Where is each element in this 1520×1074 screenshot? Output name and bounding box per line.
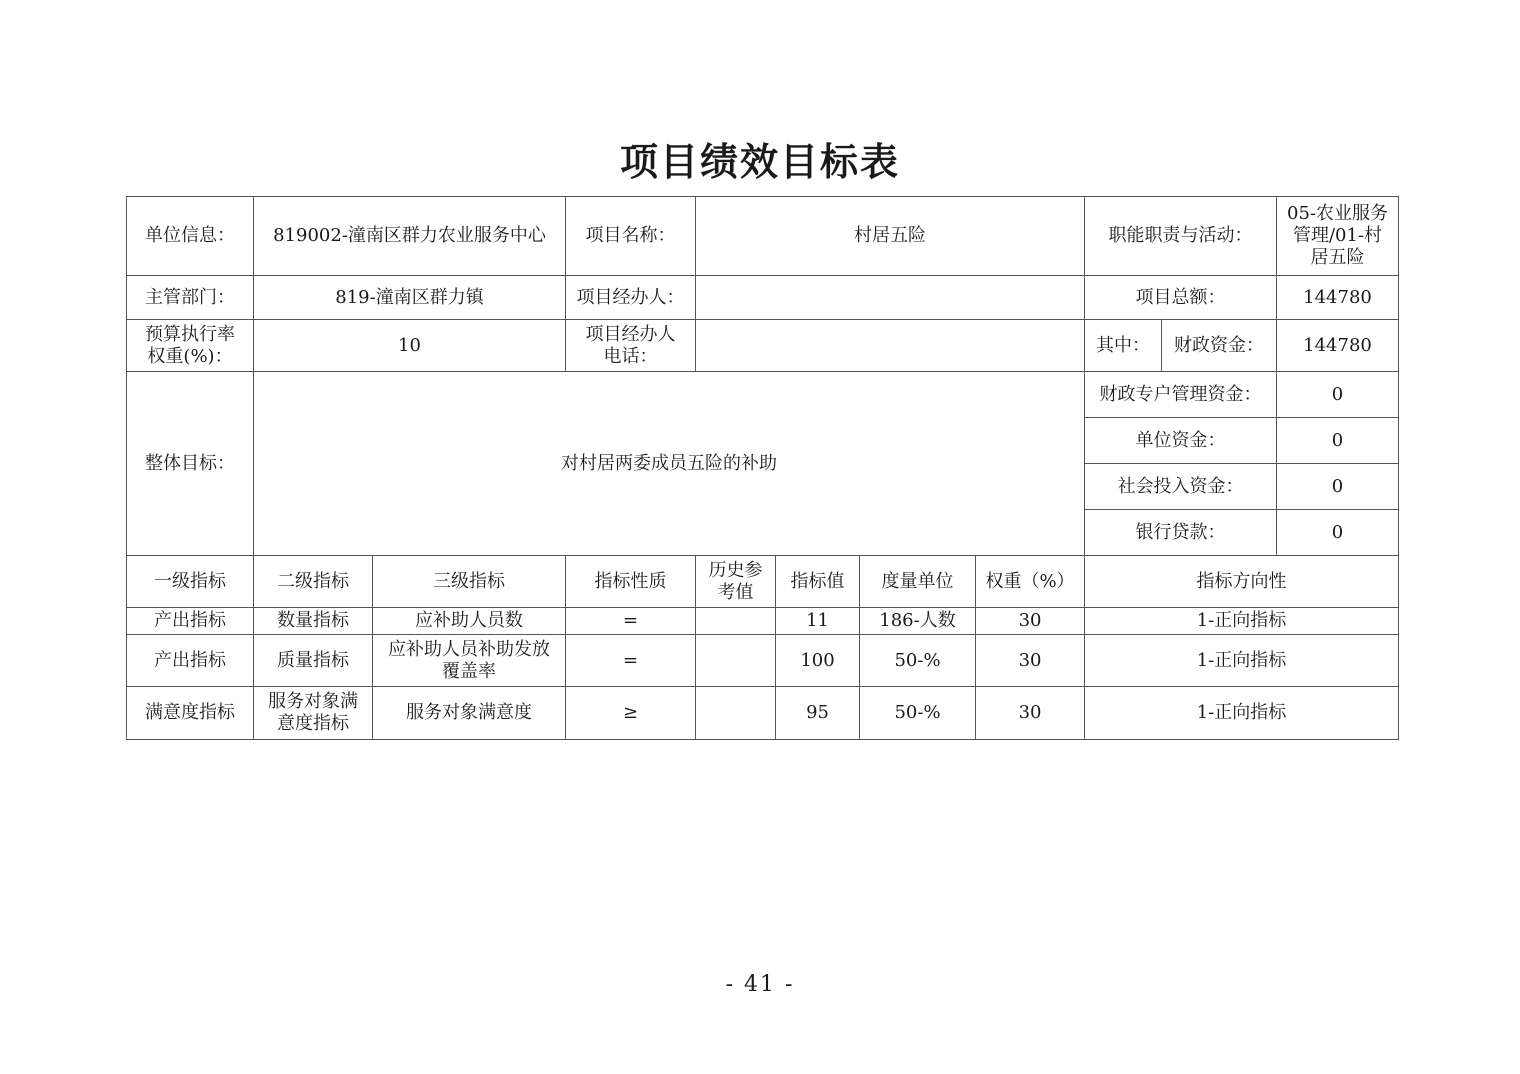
header-direction: 指标方向性 — [1085, 556, 1399, 608]
indicator-direction: 1-正向指标 — [1085, 635, 1399, 687]
performance-target-table — [126, 196, 1399, 740]
total-value: 144780 — [1277, 276, 1399, 320]
special-account-label: 财政专户管理资金： — [1085, 372, 1277, 418]
indicator-value: 95 — [776, 687, 860, 740]
unit-info-value: 819002-潼南区群力农业服务中心 — [254, 197, 566, 276]
bank-loan-value: 0 — [1277, 510, 1399, 556]
duty-activity-label: 职能职责与活动： — [1085, 197, 1277, 276]
header-unit: 度量单位 — [860, 556, 976, 608]
handler-phone-label: 项目经办人电话： — [566, 320, 696, 372]
handler-label: 项目经办人： — [566, 276, 696, 320]
indicator-direction: 1-正向指标 — [1085, 687, 1399, 740]
indicator-level1: 满意度指标 — [127, 687, 254, 740]
table-row — [127, 635, 1399, 687]
indicator-header-row — [127, 556, 1399, 608]
of-which-label: 其中： — [1085, 320, 1162, 372]
indicator-history — [696, 635, 776, 687]
indicator-value: 11 — [776, 608, 860, 635]
handler-phone-value — [696, 320, 1085, 372]
social-fund-value: 0 — [1277, 464, 1399, 510]
indicator-level1: 产出指标 — [127, 608, 254, 635]
indicator-level3: 服务对象满意度 — [373, 687, 566, 740]
indicator-history — [696, 687, 776, 740]
dept-label: 主管部门： — [127, 276, 254, 320]
overall-goal-value: 对村居两委成员五险的补助 — [254, 372, 1085, 556]
indicator-weight: 30 — [976, 687, 1085, 740]
project-name-label: 项目名称： — [566, 197, 696, 276]
indicator-nature: = — [566, 635, 696, 687]
page-title: 项目绩效目标表 — [619, 140, 900, 184]
indicator-weight: 30 — [976, 635, 1085, 687]
table-row — [127, 687, 1399, 740]
bank-loan-label: 银行贷款： — [1085, 510, 1277, 556]
fiscal-fund-value: 144780 — [1277, 320, 1399, 372]
budget-weight-label: 预算执行率权重(%)： — [127, 320, 254, 372]
indicator-level2: 数量指标 — [254, 608, 373, 635]
indicator-level2: 质量指标 — [254, 635, 373, 687]
indicator-unit: 186-人数 — [860, 608, 976, 635]
indicator-history — [696, 608, 776, 635]
unit-info-label: 单位信息： — [127, 197, 254, 276]
overall-goal-label: 整体目标： — [127, 372, 254, 556]
special-account-value: 0 — [1277, 372, 1399, 418]
indicator-level1: 产出指标 — [127, 635, 254, 687]
social-fund-label: 社会投入资金： — [1085, 464, 1277, 510]
indicator-unit: 50-% — [860, 687, 976, 740]
unit-fund-label: 单位资金： — [1085, 418, 1277, 464]
indicator-value: 100 — [776, 635, 860, 687]
header-value: 指标值 — [776, 556, 860, 608]
project-name-value: 村居五险 — [696, 197, 1085, 276]
header-nature: 指标性质 — [566, 556, 696, 608]
indicator-level3: 应补助人员数 — [373, 608, 566, 635]
fiscal-fund-label: 财政资金： — [1162, 320, 1277, 372]
indicator-level3: 应补助人员补助发放覆盖率 — [373, 635, 566, 687]
handler-value — [696, 276, 1085, 320]
indicator-nature: ≥ — [566, 687, 696, 740]
indicator-direction: 1-正向指标 — [1085, 608, 1399, 635]
indicator-unit: 50-% — [860, 635, 976, 687]
header-level1: 一级指标 — [127, 556, 254, 608]
indicator-level2: 服务对象满意度指标 — [254, 687, 373, 740]
budget-weight-value: 10 — [254, 320, 566, 372]
dept-value: 819-潼南区群力镇 — [254, 276, 566, 320]
duty-activity-value: 05-农业服务管理/01-村居五险 — [1277, 197, 1399, 276]
table-row — [127, 608, 1399, 635]
indicator-nature: = — [566, 608, 696, 635]
header-level3: 三级指标 — [373, 556, 566, 608]
header-level2: 二级指标 — [254, 556, 373, 608]
indicator-weight: 30 — [976, 608, 1085, 635]
unit-fund-value: 0 — [1277, 418, 1399, 464]
page-number: - 41 - — [725, 972, 795, 997]
header-weight: 权重（%） — [976, 556, 1085, 608]
total-label: 项目总额： — [1085, 276, 1277, 320]
header-history: 历史参考值 — [696, 556, 776, 608]
